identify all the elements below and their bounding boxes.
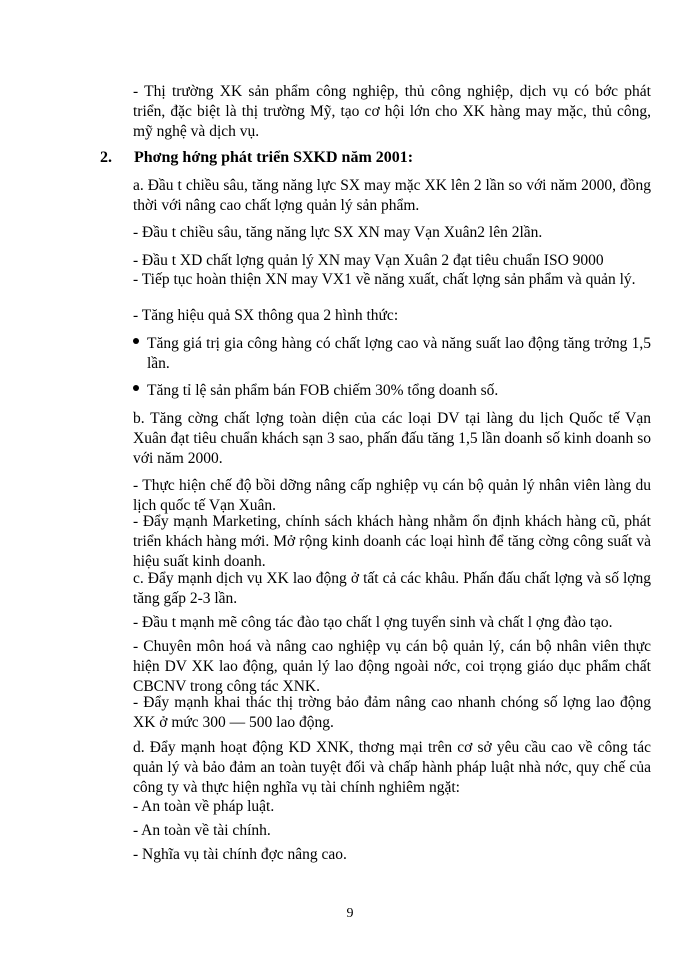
paragraph-c-1: - Đầu t mạnh mẽ công tác đào tạo chất l ợng tuyển sinh và chất l ợng đào tạo. bbox=[133, 614, 613, 631]
paragraph-b-1: - Thực hiện chế độ bồi dỡng nâng cấp nghiệp vụ cán bộ quản lý nhân viên làng du lịch quốc tế Vạn Xuân. bbox=[133, 477, 651, 514]
paragraph-b-2: - Đẩy mạnh Marketing, chính sách khách hàng nhằm ổn định khách hàng cũ, phát triển khách hàng mới. Mở rộng kinh doanh các loại hình để tăng cờng công suất và hiệu suất kinh doanh. bbox=[133, 513, 651, 570]
paragraph-c-3: - Đẩy mạnh khai thác thị trờng bảo đảm nâng cao nhanh chóng số lợng lao động XK ở mức 300 — 500 lao động. bbox=[133, 694, 651, 731]
bullet-item bbox=[133, 334, 651, 374]
paragraph-b: b. Tăng cờng chất lợng toàn diện của các loại DV tại làng du lịch Quốc tế Vạn Xuân đạt tiêu chuẩn khách sạn 3 sao, phấn đấu tăng 1,5 lần doanh số kinh doanh so với năm 2000. bbox=[133, 410, 651, 467]
paragraph-a-1: - Đầu t chiều sâu, tăng năng lực SX XN may Vạn Xuân2 lên 2lần. bbox=[133, 224, 543, 241]
paragraph-d-3: - Nghĩa vụ tài chính đợc nâng cao. bbox=[133, 846, 347, 863]
bullet-icon bbox=[133, 385, 139, 391]
paragraph-d-2: - An toàn về tài chính. bbox=[133, 822, 271, 839]
section-title: Phơng hớng phát triển SXKD năm 2001: bbox=[134, 149, 414, 166]
bullet-item bbox=[133, 381, 651, 401]
paragraph-d: d. Đẩy mạnh hoạt động KD XNK, thơng mại trên cơ sở yêu cầu cao về công tác quản lý và bảo đảm an toàn tuyệt đối và chấp hành pháp luật nhà nớc, quy chế của công ty và thực hiện nghĩa vụ tài chính nghiêm ngặt: bbox=[133, 739, 651, 796]
bullet-icon bbox=[133, 338, 139, 344]
bullet-text: Tăng giá trị gia công hàng có chất lợng cao và năng suất lao động tăng trởng 1,5 lần. bbox=[147, 335, 651, 372]
section-number: 2. bbox=[100, 149, 112, 166]
paragraph-d-1: - An toàn về pháp luật. bbox=[133, 798, 275, 815]
intro-paragraph: - Thị trường XK sản phẩm công nghiệp, thủ công nghiệp, dịch vụ có bớc phát triển, đặc biệt là thị trường Mỹ, tạo cơ hội lớn cho XK hàng may mặc, thủ công, mỹ nghệ và dịch vụ. bbox=[133, 83, 651, 140]
section-heading bbox=[100, 148, 413, 168]
bullet-text: Tăng tỉ lệ sản phẩm bán FOB chiếm 30% tổng doanh số. bbox=[147, 382, 499, 399]
page-number: 9 bbox=[346, 906, 354, 921]
paragraph-a: a. Đầu t chiều sâu, tăng năng lực SX may mặc XK lên 2 lần so với năm 2000, đồng thời với nâng cao chất lợng quản lý sản phẩm. bbox=[133, 177, 651, 214]
paragraph-a-3: - Tiếp tục hoàn thiện XN may VX1 về năng xuất, chất lợng sản phẩm và quản lý. bbox=[133, 271, 636, 288]
paragraph-c-2: - Chuyên môn hoá và nâng cao nghiệp vụ cán bộ quản lý, cán bộ nhân viên thực hiện DV XK lao động, quản lý lao động ngoài nớc, coi trọng giáo dục phẩm chất CBCNV trong công tác XNK. bbox=[133, 638, 651, 695]
paragraph-a-2: - Đầu t XD chất lợng quản lý XN may Vạn Xuân 2 đạt tiêu chuẩn ISO 9000 bbox=[133, 252, 604, 269]
paragraph-c: c. Đẩy mạnh dịch vụ XK lao động ở tất cả các khâu. Phấn đấu chất lợng và số lợng tăng gấp 2-3 lần. bbox=[133, 570, 651, 607]
paragraph-a-4: - Tăng hiệu quả SX thông qua 2 hình thức: bbox=[133, 307, 399, 324]
